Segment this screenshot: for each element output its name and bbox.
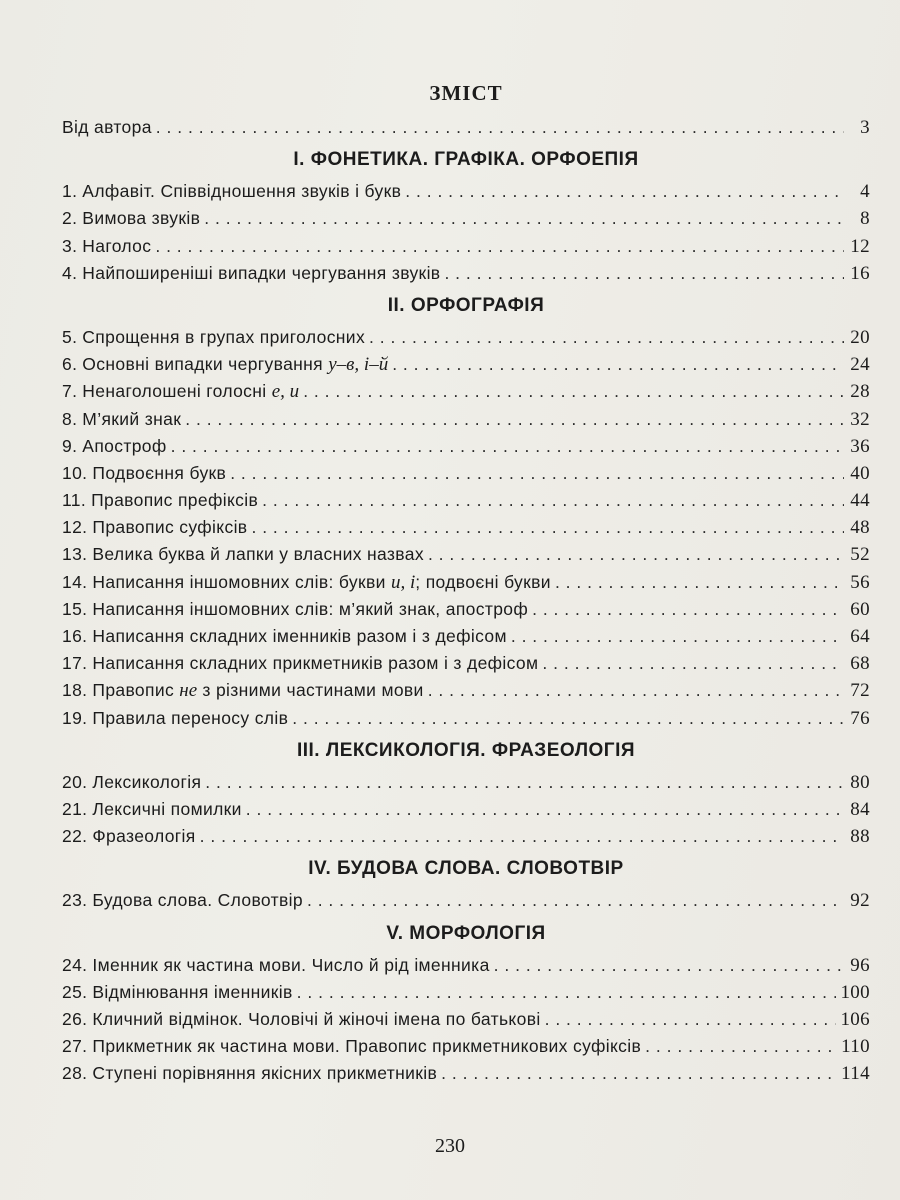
section-title: IV. БУДОВА СЛОВА. СЛОВОТВІР <box>308 858 624 880</box>
toc-entry-italic-text: и, і <box>391 571 416 593</box>
toc-entry-number: 22. <box>62 826 88 847</box>
toc-entry-page: 16 <box>850 262 870 284</box>
toc-entry-number: 28. <box>62 1063 88 1084</box>
toc-entry-label <box>82 324 365 351</box>
toc-sections <box>62 141 870 1087</box>
toc-entry-page: 20 <box>850 326 870 348</box>
toc-entry-page: 110 <box>841 1036 870 1058</box>
toc-entry-label <box>82 351 388 378</box>
toc-entry-page: 32 <box>850 408 870 430</box>
toc-entry[interactable] <box>62 769 870 796</box>
dot-leader <box>292 705 844 732</box>
dot-leader <box>369 324 844 351</box>
dot-leader <box>307 887 844 914</box>
dot-leader <box>262 487 844 514</box>
toc-entry-intro[interactable] <box>62 114 870 141</box>
toc-entry-number: 27. <box>62 1036 88 1057</box>
dot-leader <box>441 1060 837 1087</box>
toc-entry-label: Від автора <box>62 117 152 137</box>
toc-entry[interactable] <box>62 1033 870 1060</box>
toc-entry-text: Правопис суфіксів <box>92 517 248 538</box>
toc-entry-label <box>82 205 200 232</box>
toc-entry-text-tail: з різними частинами мови <box>197 680 424 701</box>
toc-entry-text: Правопис <box>92 680 180 701</box>
toc-entry-page: 60 <box>850 598 870 620</box>
toc-entry-italic-text: не <box>179 680 198 702</box>
toc-entry-text: Будова слова. Словотвір <box>92 890 303 911</box>
toc-entry[interactable] <box>62 378 870 405</box>
dot-leader <box>555 569 844 596</box>
toc-entry-number: 21. <box>62 798 88 819</box>
toc-entry[interactable] <box>62 233 870 260</box>
section-title: ІІІ. ЛЕКСИКОЛОГІЯ. ФРАЗЕОЛОГІЯ <box>296 739 636 761</box>
toc-entry-number: 7. <box>62 381 78 402</box>
toc-entry[interactable] <box>62 260 870 287</box>
dot-leader <box>545 1006 837 1033</box>
toc-entry-page: 56 <box>850 571 870 593</box>
toc-entry-number: 2. <box>62 208 78 229</box>
toc-entry[interactable] <box>62 596 870 623</box>
dot-leader <box>511 623 844 650</box>
toc-entry-label <box>92 1033 641 1060</box>
toc-entry-text: Написання складних прикметників разом і з дефісом <box>92 653 539 674</box>
toc-entry[interactable] <box>62 205 870 232</box>
toc-entry[interactable] <box>62 823 870 850</box>
toc-entry-number: 26. <box>62 1008 88 1029</box>
toc-entry-page: 92 <box>850 890 870 912</box>
toc-entry-text: Написання іншомовних слів: букви <box>92 571 391 592</box>
toc-entry-number: 18. <box>62 680 88 701</box>
toc-entry-number: 24. <box>62 954 88 975</box>
toc-entry[interactable] <box>62 460 870 487</box>
toc-entry-text: Вимова звуків <box>82 208 201 229</box>
toc-entry[interactable] <box>62 705 870 732</box>
toc-entry-number: 13. <box>62 544 88 565</box>
toc-entry-label <box>82 233 151 260</box>
toc-entry[interactable] <box>62 952 870 979</box>
toc-entry-label <box>92 569 551 596</box>
dot-leader <box>428 677 844 704</box>
toc-entry-number: 4. <box>62 262 78 283</box>
toc-entry[interactable] <box>62 677 870 704</box>
dot-leader <box>185 406 844 433</box>
toc-entry-page: 44 <box>850 490 870 512</box>
toc-entry[interactable] <box>62 979 870 1006</box>
toc-entry-page: 48 <box>850 517 870 539</box>
toc-entry-number: 6. <box>62 354 78 375</box>
toc-entry-number: 1. <box>62 181 78 202</box>
toc-entry-label <box>92 650 538 677</box>
toc-entry-text: М’який знак <box>82 408 182 429</box>
toc-entry[interactable] <box>62 433 870 460</box>
toc-entry-number: 8. <box>62 408 78 429</box>
toc-entry-number: 9. <box>62 435 78 456</box>
toc-entry-label <box>92 823 195 850</box>
toc-entry-page: 40 <box>850 462 870 484</box>
toc-entry-text: Лексичні помилки <box>92 798 242 819</box>
toc-entry-text: Іменник як частина мови. Число й рід іменника <box>92 954 490 975</box>
table-of-contents <box>62 80 870 1087</box>
dot-leader <box>246 796 844 823</box>
toc-entry-number: 10. <box>62 462 88 483</box>
toc-entry-text: Написання іншомовних слів: м’який знак, апостроф <box>92 598 529 619</box>
toc-entry-text: Найпоширеніші випадки чергування звуків <box>82 262 441 283</box>
toc-entry-label <box>91 487 258 514</box>
toc-entry-page: 4 <box>860 181 870 203</box>
toc-entry-page: 36 <box>850 435 870 457</box>
toc-entry[interactable] <box>62 514 870 541</box>
toc-entry-italic-text: у–в, і–й <box>328 354 389 376</box>
toc-entry-label <box>92 623 506 650</box>
toc-entry[interactable] <box>62 487 870 514</box>
toc-title: ЗМІСТ <box>429 81 503 105</box>
dot-leader <box>405 178 844 205</box>
section-title: І. ФОНЕТИКА. ГРАФІКА. ОРФОЕПІЯ <box>293 149 639 171</box>
dot-leader <box>392 351 844 378</box>
toc-entry-page: 72 <box>850 680 870 702</box>
toc-entry-number: 23. <box>62 890 88 911</box>
toc-entry-text: Ненаголошені голосні <box>82 381 272 402</box>
dot-leader <box>204 205 844 232</box>
toc-entry-number: 14. <box>62 571 88 592</box>
toc-entry-number: 25. <box>62 981 88 1002</box>
toc-entry-label <box>92 541 424 568</box>
toc-entry-page: 8 <box>860 208 870 230</box>
toc-entry-page: 12 <box>850 235 870 257</box>
toc-entry-page: 100 <box>840 981 870 1003</box>
dot-leader <box>155 233 844 260</box>
toc-entry-label <box>82 406 181 433</box>
toc-entry[interactable] <box>62 650 870 677</box>
toc-entry-label <box>92 677 423 704</box>
toc-entry[interactable] <box>62 1006 870 1033</box>
toc-entry-number: 19. <box>62 707 88 728</box>
toc-entry-text: Прикметник як частина мови. Правопис прикметникових суфіксів <box>92 1036 642 1057</box>
toc-entry-label <box>92 514 247 541</box>
toc-entry-text: Фразеологія <box>92 826 196 847</box>
toc-entry-text: Написання складних іменників разом і з дефісом <box>92 626 507 646</box>
toc-entry-text: Наголос <box>82 235 152 256</box>
toc-entry-text: Ступені порівняння якісних прикметників <box>92 1063 438 1084</box>
toc-entry[interactable] <box>62 178 870 205</box>
toc-entry-text: Правопис префіксів <box>91 490 259 511</box>
dot-leader <box>205 769 844 796</box>
toc-entry-label <box>92 769 201 796</box>
toc-entry-number: 11. <box>62 490 87 511</box>
toc-entry[interactable] <box>62 796 870 823</box>
toc-entry-label <box>92 596 528 623</box>
toc-entry[interactable] <box>62 887 870 914</box>
toc-entry-text: Алфавіт. Співвідношення звуків і букв <box>82 181 402 202</box>
toc-entry-label <box>92 952 489 979</box>
toc-entry-page: 24 <box>850 354 870 376</box>
dot-leader <box>303 378 844 405</box>
toc-entry[interactable] <box>62 623 870 650</box>
toc-entry-page: 114 <box>841 1063 870 1085</box>
toc-entry-text: Правила переносу слів <box>92 707 289 728</box>
toc-entry-label <box>92 1060 437 1087</box>
toc-entry-page: 68 <box>850 653 870 675</box>
dot-leader <box>251 514 844 541</box>
toc-entry-label <box>82 260 440 287</box>
toc-entry-text: Лексикологія <box>92 771 202 792</box>
toc-entry-number: 15. <box>62 598 88 619</box>
dot-leader <box>156 114 844 141</box>
toc-entry-page: 76 <box>850 707 870 729</box>
toc-entry-page: 80 <box>850 771 870 793</box>
dot-leader <box>542 650 844 677</box>
toc-entry[interactable] <box>62 324 870 351</box>
toc-entry-label <box>82 178 401 205</box>
section-title: V. МОРФОЛОГІЯ <box>386 922 546 944</box>
toc-entry[interactable] <box>62 351 870 378</box>
dot-leader <box>171 433 844 460</box>
toc-entry-text: Кличний відмінок. Чоловічі й жіночі імена по батькові <box>92 1008 541 1029</box>
dot-leader <box>297 979 837 1006</box>
toc-entry-page: 52 <box>850 544 870 566</box>
page-number: 230 <box>435 1135 465 1157</box>
toc-entry-page: 28 <box>850 381 870 403</box>
toc-entry-number: 20. <box>62 771 88 792</box>
toc-entry-text: Спрощення в групах приголосних <box>82 326 366 347</box>
toc-entry-label <box>92 460 226 487</box>
toc-entry-page: 3 <box>860 117 870 138</box>
toc-entry-label <box>82 433 166 460</box>
toc-entry-page: 106 <box>840 1008 870 1030</box>
toc-entry[interactable] <box>62 569 870 596</box>
dot-leader <box>494 952 844 979</box>
toc-entry-text: Основні випадки чергування <box>82 354 329 375</box>
toc-entry[interactable] <box>62 541 870 568</box>
toc-entry-number: 12. <box>62 517 88 538</box>
toc-entry[interactable] <box>62 406 870 433</box>
toc-entry-page: 88 <box>850 826 870 848</box>
toc-entry-text: Велика буква й лапки у власних назвах <box>92 544 424 565</box>
toc-entry-label <box>92 705 288 732</box>
toc-entry-text: Апостроф <box>82 435 167 456</box>
toc-entry-label <box>92 887 303 914</box>
toc-entry[interactable] <box>62 1060 870 1087</box>
toc-entry-number: 3. <box>62 235 78 256</box>
toc-entry-label <box>92 1006 540 1033</box>
toc-entry-number: 5. <box>62 326 78 347</box>
toc-entry-text: Відмінювання іменників <box>92 981 293 1002</box>
toc-entry-text: Подвоєння букв <box>92 462 227 483</box>
dot-leader <box>645 1033 837 1060</box>
toc-entry-text-tail: ; подвоєні букви <box>415 571 551 592</box>
toc-entry-label <box>92 979 292 1006</box>
dot-leader <box>532 596 844 623</box>
section-title: ІІ. ОРФОГРАФІЯ <box>387 294 545 316</box>
toc-entry-number: 17. <box>62 653 88 674</box>
toc-entry-page: 96 <box>850 954 870 976</box>
toc-entry-label <box>92 796 241 823</box>
toc-entry-page: 84 <box>850 798 870 820</box>
dot-leader <box>200 823 844 850</box>
toc-entry-page: 64 <box>850 626 870 647</box>
toc-entry-number: 16. <box>62 626 88 646</box>
toc-entry-label <box>82 378 299 405</box>
toc-entry-italic-text: е, и <box>271 381 300 403</box>
dot-leader <box>444 260 844 287</box>
dot-leader <box>428 541 844 568</box>
dot-leader <box>230 460 844 487</box>
